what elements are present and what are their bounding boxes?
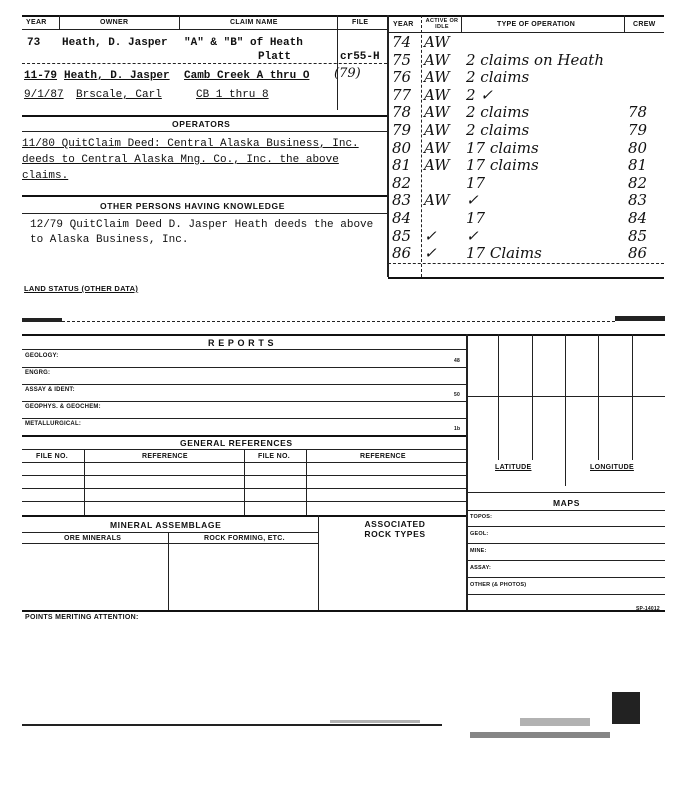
form-code: SP-14012 xyxy=(636,606,660,612)
work-row-year: 80 xyxy=(392,138,412,157)
points-meriting-attention: POINTS MERITING ATTENTION: xyxy=(25,614,139,621)
associated-rock-types: ASSOCIATED ROCK TYPES xyxy=(364,519,426,539)
claims-header-owner: OWNER xyxy=(100,19,129,26)
knowledge-line-1: 12/79 QuitClaim Deed D. Jasper Heath deeds the above xyxy=(30,219,374,231)
work-row-active: AW xyxy=(424,68,450,87)
knowledge-line-2: to Alaska Business, Inc. xyxy=(30,234,189,246)
operators-line-1: 11/80 QuitClaim Deed: Central Alaska Business, Inc. xyxy=(22,138,359,150)
work-row-year: 74 xyxy=(392,33,412,51)
work-row-active: AW xyxy=(424,156,450,175)
claims-header-year: YEAR xyxy=(26,19,47,26)
claim-row-4-year: 9/1/87 xyxy=(24,89,64,101)
claim-row-2-file: cr55-H xyxy=(340,51,380,63)
work-row-year: 76 xyxy=(392,68,412,87)
claim-row-2-claim: Platt xyxy=(258,51,292,63)
claim-row-3-file: (79) xyxy=(334,66,361,81)
work-header-year: YEAR xyxy=(393,21,414,28)
knowledge-title: OTHER PERSONS HAVING KNOWLEDGE xyxy=(100,201,286,211)
report-code: 1b xyxy=(454,426,461,432)
work-row-crew: 84 xyxy=(628,209,648,227)
maps-row-label: MINE: xyxy=(470,548,487,554)
work-row-type: 17 xyxy=(466,209,486,227)
work-row-type: 2 claims on Heath xyxy=(466,50,604,69)
work-row-year: 77 xyxy=(392,85,412,104)
maps-row-label: TOPOS: xyxy=(470,514,493,520)
work-row-crew: 85 xyxy=(628,226,648,245)
work-row-active: AW xyxy=(424,103,450,122)
work-row-crew: 83 xyxy=(628,191,648,210)
work-row-year: 84 xyxy=(392,209,412,227)
maps-title: MAPS xyxy=(553,498,580,508)
work-header-active: ACTIVE OR IDLE xyxy=(425,18,459,30)
maps-row-label: GEOL: xyxy=(470,531,489,537)
ref-header-file-no-1: FILE NO. xyxy=(36,453,68,460)
work-row-active: AW xyxy=(424,85,450,104)
work-row-type: 17 xyxy=(466,173,486,192)
work-row-active: AW xyxy=(424,50,450,69)
work-row-year: 78 xyxy=(392,103,412,122)
work-header-crew: CREW xyxy=(633,21,656,28)
work-row-active: AW xyxy=(424,33,450,51)
work-row-active: ✓ xyxy=(424,244,437,263)
work-row-type: ✓ xyxy=(466,226,479,245)
work-row-year: 85 xyxy=(392,226,412,245)
report-label: ASSAY & IDENT: xyxy=(25,387,75,393)
latitude-label: LATITUDE xyxy=(495,464,532,471)
work-row-type: 2 ✓ xyxy=(466,85,493,104)
claim-row-1-year: 73 xyxy=(27,37,41,49)
claim-row-1-claim: "A" & "B" of Heath xyxy=(184,37,303,49)
ref-header-file-no-2: FILE NO. xyxy=(258,453,290,460)
work-row-crew: 82 xyxy=(628,173,648,192)
work-row-active: AW xyxy=(424,121,450,139)
reports-title: R E P O R T S xyxy=(208,338,275,348)
work-row-active: AW xyxy=(424,191,450,210)
work-row-crew: 86 xyxy=(628,244,648,263)
maps-row-label: OTHER (& PHOTOS) xyxy=(470,582,527,588)
rock-forming-label: ROCK FORMING, ETC. xyxy=(204,535,285,542)
work-row-year: 79 xyxy=(392,121,412,139)
work-row-type: 17 claims xyxy=(466,138,539,157)
claim-row-3-claim: Camb Creek A thru O xyxy=(184,70,310,82)
longitude-label: LONGITUDE xyxy=(590,464,634,471)
work-row-year: 81 xyxy=(392,156,412,175)
report-label: METALLURGICAL: xyxy=(25,421,82,427)
claim-row-1-owner: Heath, D. Jasper xyxy=(62,37,168,49)
claims-header-claim-name: CLAIM NAME xyxy=(230,19,278,26)
ore-minerals-label: ORE MINERALS xyxy=(64,535,122,542)
work-row-type: 17 Claims xyxy=(466,244,542,263)
claims-header-file: FILE xyxy=(352,19,369,26)
report-code: 48 xyxy=(454,358,460,364)
work-row-type: 2 claims xyxy=(466,121,530,139)
report-label: ENGRG: xyxy=(25,370,51,376)
work-row-year: 86 xyxy=(392,244,412,263)
claim-row-3-owner: Heath, D. Jasper xyxy=(64,70,170,82)
work-row-type: 2 claims xyxy=(466,68,530,87)
report-code: 50 xyxy=(454,392,460,398)
general-references-title: GENERAL REFERENCES xyxy=(180,438,293,448)
operators-line-2: deeds to Central Alaska Mng. Co., Inc. the above xyxy=(22,154,339,166)
ref-header-reference-2: REFERENCE xyxy=(360,453,406,460)
claim-row-3-year: 11-79 xyxy=(24,70,58,82)
land-status-label: LAND STATUS (OTHER DATA) xyxy=(24,284,139,293)
work-row-type: 2 claims xyxy=(466,103,530,122)
claim-row-4-owner: Brscale, Carl xyxy=(76,89,162,101)
mineral-assemblage-title: MINERAL ASSEMBLAGE xyxy=(110,520,222,530)
work-row-year: 83 xyxy=(392,191,412,210)
ref-header-reference-1: REFERENCE xyxy=(142,453,188,460)
work-row-crew: 80 xyxy=(628,138,648,157)
work-row-active: ✓ xyxy=(424,226,437,245)
work-row-active: AW xyxy=(424,138,450,157)
work-row-crew: 78 xyxy=(628,103,648,122)
operators-line-3: claims. xyxy=(22,170,69,182)
report-label: GEOLOGY: xyxy=(25,353,59,359)
report-label: GEOPHYS. & GEOCHEM: xyxy=(25,404,101,410)
work-row-type: 17 claims xyxy=(466,156,539,175)
maps-row-label: ASSAY: xyxy=(470,565,492,571)
work-row-year: 75 xyxy=(392,50,412,69)
operators-title: OPERATORS xyxy=(172,119,231,129)
work-row-type: ✓ xyxy=(466,191,479,210)
work-row-crew: 81 xyxy=(628,156,648,175)
work-row-year: 82 xyxy=(392,173,412,192)
work-header-type: TYPE OF OPERATION xyxy=(497,21,576,28)
work-row-crew: 79 xyxy=(628,121,648,139)
claim-row-4-claim: CB 1 thru 8 xyxy=(196,89,269,101)
